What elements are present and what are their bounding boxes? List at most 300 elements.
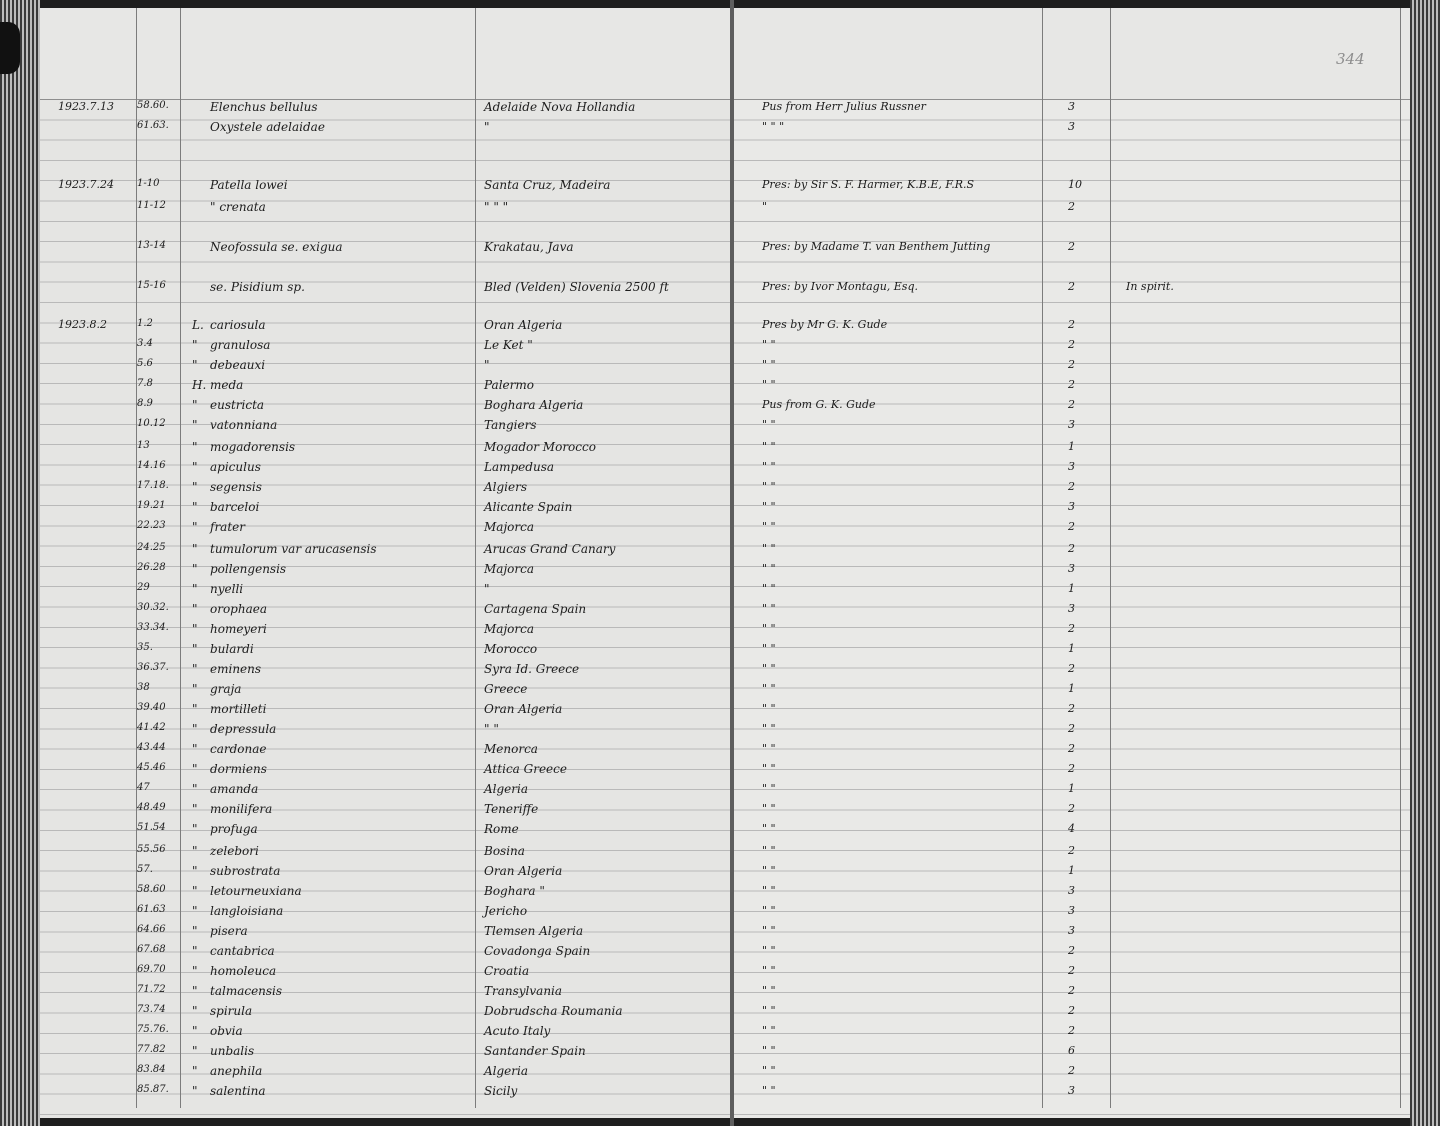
entry-name: talmacensis	[210, 984, 283, 998]
entry-ditto: "	[192, 964, 198, 978]
ledger-row	[0, 440, 1440, 460]
entry-name: anephila	[210, 1064, 263, 1078]
entry-num: 1.2	[137, 318, 153, 329]
entry-name: eminens	[210, 662, 262, 676]
entry-how: " "	[762, 1044, 776, 1057]
entry-name: cardonae	[210, 742, 267, 756]
entry-loc: Alicante Spain	[484, 500, 573, 514]
entry-loc: Oran Algeria	[484, 864, 563, 878]
entry-how: Pus from Herr Julius Russner	[762, 100, 926, 113]
entry-how: " "	[762, 602, 776, 615]
entry-num: 77.82	[137, 1044, 166, 1055]
ledger-row	[0, 904, 1440, 924]
ledger-row	[0, 1084, 1440, 1104]
entry-loc: Algeria	[484, 1064, 529, 1078]
ledger-row	[0, 178, 1440, 198]
entry-loc: Acuto Italy	[484, 1024, 551, 1038]
entry-num: 58.60.	[137, 100, 169, 111]
ledger-row	[0, 722, 1440, 742]
entry-loc: Algiers	[484, 480, 528, 494]
entry-qty: 2	[1068, 622, 1075, 635]
entry-name: Oxystele adelaidae	[210, 120, 325, 134]
entry-ditto: "	[192, 702, 198, 716]
entry-how: " "	[762, 500, 776, 513]
entry-name: " crenata	[210, 200, 266, 214]
ledger-row	[0, 642, 1440, 662]
entry-num: 43.44	[137, 742, 166, 753]
entry-ditto: "	[192, 742, 198, 756]
entry-ditto: "	[192, 662, 198, 676]
entry-qty: 2	[1068, 240, 1075, 253]
entry-qty: 2	[1068, 318, 1075, 331]
entry-how: " "	[762, 622, 776, 635]
entry-ditto: "	[192, 802, 198, 816]
entry-qty: 1	[1068, 682, 1075, 695]
entry-how: " "	[762, 984, 776, 997]
entry-how: " "	[762, 378, 776, 391]
entry-name: pisera	[210, 924, 248, 938]
left-page-header	[40, 8, 730, 100]
entry-num: 67.68	[137, 944, 166, 955]
entry-num: 26.28	[137, 562, 166, 573]
entry-loc: Oran Algeria	[484, 318, 563, 332]
entry-qty: 2	[1068, 964, 1075, 977]
entry-how: " "	[762, 440, 776, 453]
entry-ditto: "	[192, 622, 198, 636]
entry-num: 75.76.	[137, 1024, 169, 1035]
entry-ditto: "	[192, 562, 198, 576]
entry-how: " "	[762, 418, 776, 431]
entry-how: " "	[762, 1024, 776, 1037]
ledger-row	[0, 460, 1440, 480]
entry-loc: Tlemsen Algeria	[484, 924, 584, 938]
entry-how: " "	[762, 702, 776, 715]
entry-how: " "	[762, 582, 776, 595]
entry-how: " "	[762, 742, 776, 755]
entry-name: profuga	[210, 822, 258, 836]
entry-ditto: "	[192, 984, 198, 998]
entry-name: langloisiana	[210, 904, 284, 918]
ledger-row	[0, 1004, 1440, 1024]
ledger-row	[0, 762, 1440, 782]
entry-loc: Bled (Velden) Slovenia 2500 ft	[484, 280, 669, 294]
page-number: 344	[1336, 50, 1365, 68]
entry-ditto: "	[192, 904, 198, 918]
entry-how: " "	[762, 338, 776, 351]
entry-loc: Krakatau, Java	[484, 240, 574, 254]
entry-loc: Majorca	[484, 520, 534, 534]
entry-how: " "	[762, 542, 776, 555]
entry-num: 45.46	[137, 762, 166, 773]
entry-qty: 2	[1068, 200, 1075, 213]
entry-loc: "	[484, 358, 490, 372]
entry-name: granulosa	[210, 338, 271, 352]
entry-name: homoleuca	[210, 964, 277, 978]
entry-num: 3.4	[137, 338, 153, 349]
entry-num: 7.8	[137, 378, 153, 389]
ledger-row	[0, 582, 1440, 602]
entry-ditto: "	[192, 1004, 198, 1018]
entry-num: 85.87.	[137, 1084, 169, 1095]
entry-name: dormiens	[210, 762, 267, 776]
ledger-row	[0, 200, 1440, 220]
entry-name: eustricta	[210, 398, 265, 412]
entry-name: nyelli	[210, 582, 244, 596]
ledger-row	[0, 418, 1440, 438]
entry-num: 17.18.	[137, 480, 169, 491]
entry-date: 1923.7.24	[58, 178, 114, 191]
entry-ditto: "	[192, 924, 198, 938]
entry-ditto: L.	[192, 318, 204, 332]
entry-qty: 2	[1068, 742, 1075, 755]
entry-ditto: "	[192, 440, 198, 454]
entry-num: 22.23	[137, 520, 166, 531]
entry-num: 58.60	[137, 884, 166, 895]
entry-how: " "	[762, 642, 776, 655]
entry-name: obvia	[210, 1024, 243, 1038]
entry-how: " "	[762, 924, 776, 937]
ledger-row	[0, 844, 1440, 864]
entry-num: 1-10	[137, 178, 160, 189]
ledger-row	[0, 120, 1440, 140]
entry-qty: 2	[1068, 280, 1075, 293]
ledger-row	[0, 500, 1440, 520]
entry-num: 13-14	[137, 240, 166, 251]
ledger-row	[0, 562, 1440, 582]
entry-date: 1923.8.2	[58, 318, 107, 331]
entry-ditto: "	[192, 944, 198, 958]
entry-ditto: "	[192, 1084, 198, 1098]
entry-ditto: H.	[192, 378, 207, 392]
ledger-row	[0, 822, 1440, 842]
entry-num: 38	[137, 682, 150, 693]
entry-ditto: "	[192, 542, 198, 556]
ledger-row	[0, 542, 1440, 562]
entry-name: segensis	[210, 480, 262, 494]
entry-qty: 2	[1068, 398, 1075, 411]
entry-name: homeyeri	[210, 622, 267, 636]
ledger-row	[0, 1044, 1440, 1064]
ledger-row	[0, 682, 1440, 702]
entry-name: letourneuxiana	[210, 884, 302, 898]
entry-num: 69.70	[137, 964, 166, 975]
entry-name: barceloi	[210, 500, 260, 514]
ledger-row	[0, 1064, 1440, 1084]
entry-name: salentina	[210, 1084, 266, 1098]
entry-loc: Sicily	[484, 1084, 518, 1098]
entry-how: Pus from G. K. Gude	[762, 398, 876, 411]
entry-loc: Croatia	[484, 964, 530, 978]
entry-how: " "	[762, 964, 776, 977]
entry-qty: 3	[1068, 460, 1075, 473]
entry-qty: 3	[1068, 602, 1075, 615]
entry-qty: 2	[1068, 520, 1075, 533]
entry-how: " "	[762, 682, 776, 695]
entry-ditto: "	[192, 398, 198, 412]
entry-qty: 2	[1068, 542, 1075, 555]
entry-how: " "	[762, 1064, 776, 1077]
entry-name: pollengensis	[210, 562, 287, 576]
ledger-row	[0, 378, 1440, 398]
entry-name: meda	[210, 378, 244, 392]
entry-qty: 2	[1068, 762, 1075, 775]
ledger-row	[0, 702, 1440, 722]
entry-how: " "	[762, 1004, 776, 1017]
ledger-row	[0, 924, 1440, 944]
entry-ditto: "	[192, 520, 198, 534]
entry-num: 11-12	[137, 200, 166, 211]
entry-num: 55.56	[137, 844, 166, 855]
ledger-row	[0, 280, 1440, 300]
entry-num: 47	[137, 782, 150, 793]
entry-num: 35.	[137, 642, 153, 653]
entry-ditto: "	[192, 582, 198, 596]
entry-num: 10.12	[137, 418, 166, 429]
entry-num: 61.63.	[137, 120, 169, 131]
entry-loc: Jericho	[484, 904, 528, 918]
entry-name: monilifera	[210, 802, 273, 816]
entry-num: 14.16	[137, 460, 166, 471]
entry-how: " "	[762, 480, 776, 493]
entry-loc: Santander Spain	[484, 1044, 586, 1058]
entry-name: debeauxi	[210, 358, 266, 372]
entry-num: 73.74	[137, 1004, 166, 1015]
entry-ditto: "	[192, 418, 198, 432]
entry-loc: Lampedusa	[484, 460, 555, 474]
entry-how: " "	[762, 802, 776, 815]
entry-loc: Boghara "	[484, 884, 545, 898]
entry-loc: "	[484, 120, 490, 134]
entry-name: se. Pisidium sp.	[210, 280, 305, 294]
entry-ditto: "	[192, 338, 198, 352]
entry-qty: 10	[1068, 178, 1082, 191]
entry-name: depressula	[210, 722, 277, 736]
ledger-row	[0, 520, 1440, 540]
entry-num: 19.21	[137, 500, 166, 511]
entry-loc: Transylvania	[484, 984, 563, 998]
entry-qty: 2	[1068, 1024, 1075, 1037]
entry-qty: 4	[1068, 822, 1075, 835]
entry-num: 83.84	[137, 1064, 166, 1075]
entry-name: spirula	[210, 1004, 253, 1018]
entry-num: 15-16	[137, 280, 166, 291]
ledger-row	[0, 398, 1440, 418]
entry-ditto: "	[192, 682, 198, 696]
entry-loc: " " "	[484, 200, 509, 214]
entry-ditto: "	[192, 1044, 198, 1058]
entry-how: " " "	[762, 120, 785, 133]
entry-ditto: "	[192, 602, 198, 616]
entry-how: Pres: by Ivor Montagu, Esq.	[762, 280, 918, 293]
entry-qty: 2	[1068, 1064, 1075, 1077]
entry-qty: 1	[1068, 642, 1075, 655]
entry-name: bulardi	[210, 642, 254, 656]
entry-how: " "	[762, 944, 776, 957]
entry-qty: 3	[1068, 418, 1075, 431]
entry-how: " "	[762, 562, 776, 575]
entry-name: unbalis	[210, 1044, 255, 1058]
ledger-row	[0, 884, 1440, 904]
entry-ditto: "	[192, 480, 198, 494]
ledger-row	[0, 602, 1440, 622]
entry-loc: Mogador Morocco	[484, 440, 596, 454]
entry-ditto: "	[192, 762, 198, 776]
entry-ditto: "	[192, 1024, 198, 1038]
entry-loc: Morocco	[484, 642, 538, 656]
ledger-row	[0, 100, 1440, 120]
entry-loc: Rome	[484, 822, 519, 836]
entry-name: frater	[210, 520, 245, 534]
ledger-row	[0, 802, 1440, 822]
entry-num: 36.37.	[137, 662, 169, 673]
entry-num: 24.25	[137, 542, 166, 553]
entry-name: Patella lowei	[210, 178, 288, 192]
entry-name: mogadorensis	[210, 440, 296, 454]
ledger-row	[0, 944, 1440, 964]
entry-how: " "	[762, 864, 776, 877]
entry-qty: 1	[1068, 864, 1075, 877]
entry-how: " "	[762, 822, 776, 835]
entry-loc: Majorca	[484, 562, 534, 576]
entry-name: subrostrata	[210, 864, 281, 878]
entry-qty: 6	[1068, 1044, 1075, 1057]
entry-loc: Syra Id. Greece	[484, 662, 580, 676]
entry-loc: Majorca	[484, 622, 534, 636]
ledger-row	[0, 622, 1440, 642]
entry-qty: 2	[1068, 802, 1075, 815]
entry-num: 39.40	[137, 702, 166, 713]
entry-num: 8.9	[137, 398, 153, 409]
entry-name: apiculus	[210, 460, 261, 474]
entry-name: amanda	[210, 782, 259, 796]
entry-name: cariosula	[210, 318, 266, 332]
entry-how: "	[762, 200, 768, 213]
entry-loc: Oran Algeria	[484, 702, 563, 716]
ledger-row	[0, 318, 1440, 338]
entry-loc: Bosina	[484, 844, 525, 858]
entry-num: 33.34.	[137, 622, 169, 633]
ledger-row	[0, 480, 1440, 500]
entry-loc: Santa Cruz, Madeira	[484, 178, 611, 192]
ledger-row	[0, 240, 1440, 260]
entry-num: 48.49	[137, 802, 166, 813]
entry-loc: Greece	[484, 682, 528, 696]
entry-ditto: "	[192, 1064, 198, 1078]
entry-loc: " "	[484, 722, 499, 736]
entry-rem: In spirit.	[1126, 280, 1174, 293]
entry-loc: Boghara Algeria	[484, 398, 584, 412]
ledger-row	[0, 984, 1440, 1004]
entry-qty: 2	[1068, 358, 1075, 371]
entry-loc: Le Ket "	[484, 338, 533, 352]
entry-ditto: "	[192, 500, 198, 514]
entry-qty: 2	[1068, 338, 1075, 351]
entry-how: " "	[762, 662, 776, 675]
entry-num: 30.32.	[137, 602, 169, 613]
entry-ditto: "	[192, 844, 198, 858]
entry-qty: 2	[1068, 378, 1075, 391]
entry-qty: 3	[1068, 1084, 1075, 1097]
entry-qty: 1	[1068, 782, 1075, 795]
entry-how: " "	[762, 844, 776, 857]
ledger-row	[0, 864, 1440, 884]
entry-loc: Cartagena Spain	[484, 602, 587, 616]
entry-how: " "	[762, 1084, 776, 1097]
entry-ditto: "	[192, 642, 198, 656]
entry-loc: Menorca	[484, 742, 538, 756]
entry-loc: Attica Greece	[484, 762, 567, 776]
entry-date: 1923.7.13	[58, 100, 114, 113]
binding-clip	[0, 22, 20, 74]
entry-num: 57.	[137, 864, 153, 875]
entry-qty: 3	[1068, 884, 1075, 897]
entry-qty: 2	[1068, 662, 1075, 675]
entry-qty: 2	[1068, 702, 1075, 715]
entry-name: mortilleti	[210, 702, 267, 716]
ledger-row	[0, 964, 1440, 984]
entry-qty: 2	[1068, 944, 1075, 957]
entry-ditto: "	[192, 864, 198, 878]
entry-num: 41.42	[137, 722, 166, 733]
entry-how: Pres: by Madame T. van Benthem Jutting	[762, 240, 991, 253]
entry-name: orophaea	[210, 602, 268, 616]
entry-qty: 2	[1068, 722, 1075, 735]
entry-num: 61.63	[137, 904, 166, 915]
ledger-row	[0, 1024, 1440, 1044]
entry-ditto: "	[192, 358, 198, 372]
entry-name: cantabrica	[210, 944, 275, 958]
entry-name: Neofossula se. exigua	[210, 240, 343, 254]
entry-name: vatonniana	[210, 418, 278, 432]
entry-how: Pres by Mr G. K. Gude	[762, 318, 888, 331]
ledger-row	[0, 338, 1440, 358]
entry-qty: 3	[1068, 924, 1075, 937]
entry-ditto: "	[192, 722, 198, 736]
entry-how: Pres: by Sir S. F. Harmer, K.B.E, F.R.S	[762, 178, 975, 191]
entry-qty: 3	[1068, 500, 1075, 513]
ledger-row	[0, 358, 1440, 378]
entry-name: graja	[210, 682, 242, 696]
ledger-row	[0, 782, 1440, 802]
entry-qty: 3	[1068, 562, 1075, 575]
entry-loc: Teneriffe	[484, 802, 539, 816]
entry-how: " "	[762, 782, 776, 795]
ledger-row	[0, 742, 1440, 762]
entry-ditto: "	[192, 782, 198, 796]
entry-ditto: "	[192, 822, 198, 836]
entry-qty: 3	[1068, 120, 1075, 133]
entry-qty: 2	[1068, 984, 1075, 997]
entry-qty: 1	[1068, 582, 1075, 595]
entry-how: " "	[762, 904, 776, 917]
entry-how: " "	[762, 358, 776, 371]
entry-num: 5.6	[137, 358, 153, 369]
entry-loc: Covadonga Spain	[484, 944, 591, 958]
entry-loc: Adelaide Nova Hollandia	[484, 100, 636, 114]
ledger-row	[0, 662, 1440, 682]
entry-loc: Tangiers	[484, 418, 537, 432]
entry-qty: 1	[1068, 440, 1075, 453]
entry-qty: 3	[1068, 904, 1075, 917]
entry-num: 13	[137, 440, 150, 451]
entry-num: 29	[137, 582, 150, 593]
right-page-header	[734, 8, 1410, 100]
entry-loc: Dobrudscha Roumania	[484, 1004, 623, 1018]
entry-name: tumulorum var arucasensis	[210, 542, 377, 556]
entry-loc: "	[484, 582, 490, 596]
entry-name: Elenchus bellulus	[210, 100, 318, 114]
entry-num: 64.66	[137, 924, 166, 935]
